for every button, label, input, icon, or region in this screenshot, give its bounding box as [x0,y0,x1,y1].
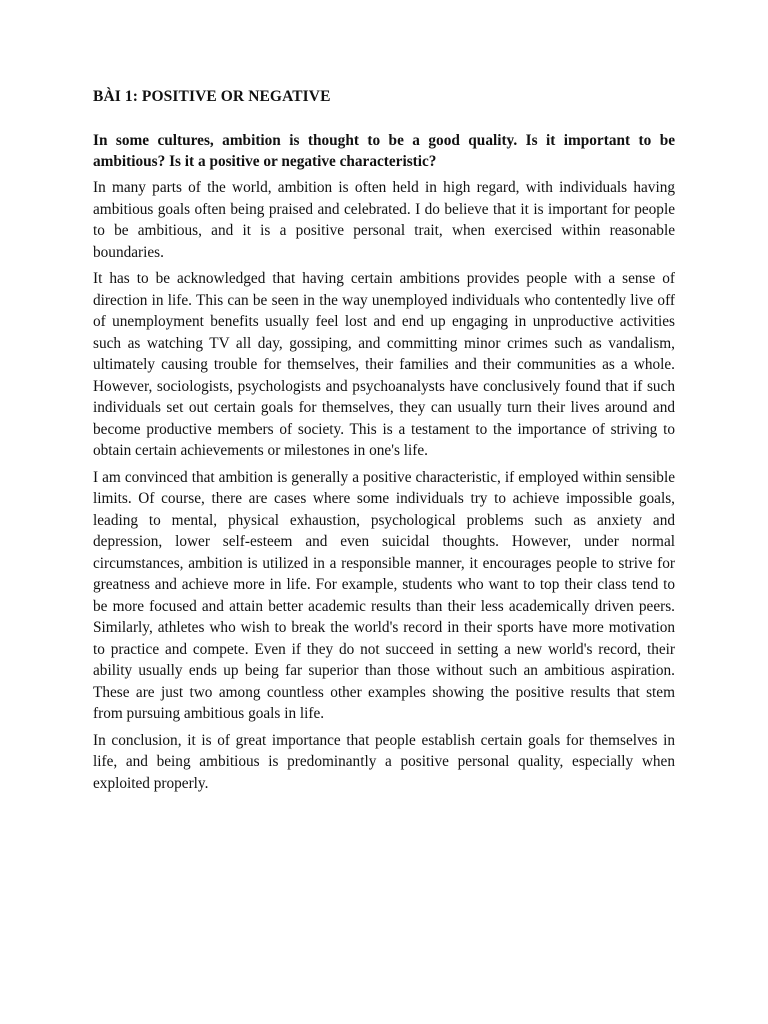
paragraph-introduction: In many parts of the world, ambition is often held in high regard, with individuals having ambitious goals often being praised and celebrated. I do believe that it is important for people to be ambitious, and it is a positive personal trait, when exercised within reasonable boundaries. [93,179,675,261]
document-heading: BÀI 1: POSITIVE OR NEGATIVE [93,88,331,105]
paragraph-body-1: It has to be acknowledged that having certain ambitions provides people with a sense of direction in life. This can be seen in the way unemployed individuals who contentedly live off of unemployment benefits usually feel lost and end up engaging in unproductive activities such as watching TV all day, gossiping, and committing minor crimes such as vandalism, ultimately causing trouble for themselves, their families and their communities as a whole. However, sociologists, psychologists and psychoanalysts have conclusively found that if such individuals set out certain goals for themselves, they can usually turn their lives around and become productive members of society. This is a testament to the importance of striving to obtain certain achievements or milestones in one's life. [93,270,675,459]
paragraph-body-2: I am convinced that ambition is generally a positive characteristic, if employed within sensible limits. Of course, there are cases where some individuals try to achieve impossible goals, leading to mental, physical exhaustion, psychological problems such as anxiety and depression, lower self-esteem and even suicidal thoughts. However, under normal circumstances, ambition is utilized in a responsible manner, it encourages people to strive for greatness and achieve more in life. For example, students who want to top their class tend to be more focused and attain better academic results than their less academically driven peers. Similarly, athletes who wish to break the world's record in their sports have more motivation to practice and compete. Even if they do not succeed in setting a new world's record, their ability usually ends up being far superior than those without such an ambitious aspiration. These are just two among countless other examples showing the positive results that stem from pursuing ambitious goals in life. [93,468,675,722]
paragraph-conclusion: In conclusion, it is of great importance that people establish certain goals for themselves in life, and being ambitious is predominantly a positive personal quality, especially when exploited properly. [93,731,675,792]
essay-question: In some cultures, ambition is thought to be a good quality. Is it important to be ambitious? Is it a positive or negative characteristic? [93,132,675,170]
document-page [93,86,675,799]
